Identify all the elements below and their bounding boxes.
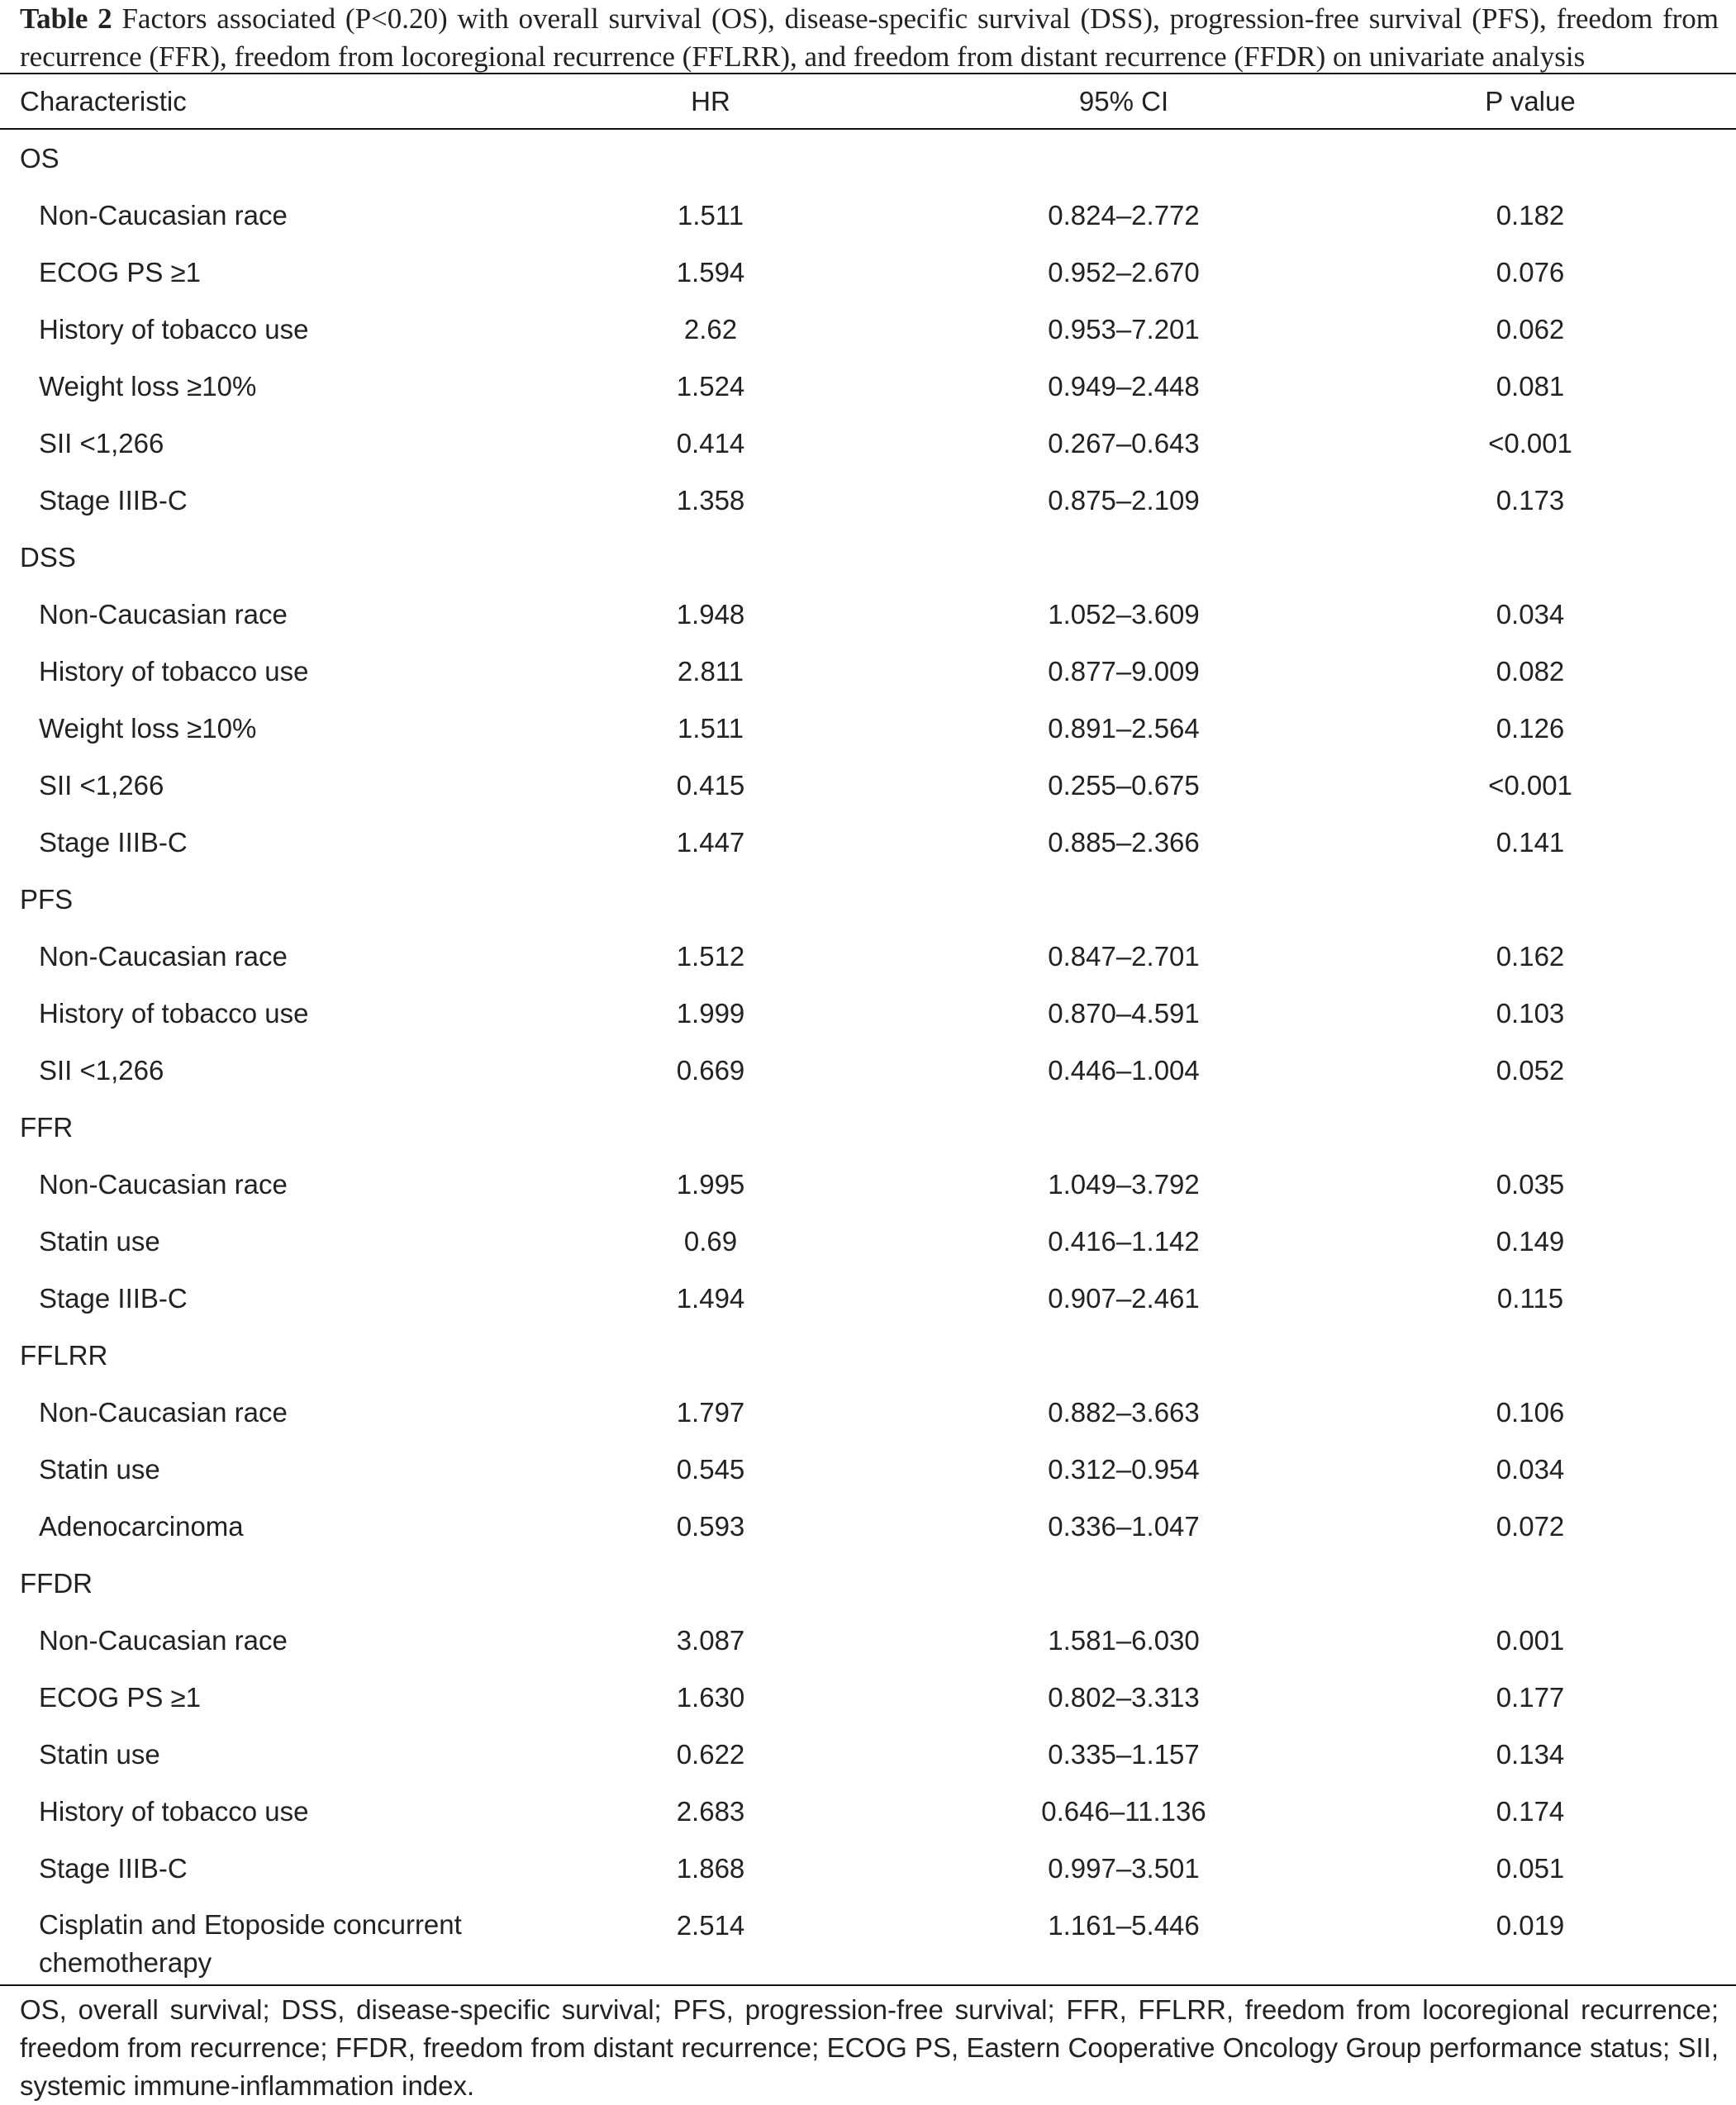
cell-hr: 0.622 xyxy=(676,1739,745,1770)
cell-hr: 1.494 xyxy=(676,1283,745,1314)
cell-p-value: 0.182 xyxy=(1496,200,1565,230)
cell-hr: 1.630 xyxy=(676,1682,745,1713)
cell-ci: 0.847–2.701 xyxy=(1048,941,1200,972)
cell-ci: 0.312–0.954 xyxy=(1048,1454,1200,1485)
cell-p-value: 0.106 xyxy=(1496,1397,1565,1428)
cell-ci: 0.870–4.591 xyxy=(1048,998,1200,1029)
group-label: FFDR xyxy=(20,1568,93,1599)
cell-ci: 0.335–1.157 xyxy=(1048,1739,1200,1770)
group-label: FFR xyxy=(20,1112,74,1143)
cell-p-value: 0.082 xyxy=(1496,656,1565,687)
table-caption xyxy=(20,0,1719,76)
cell-p-value: 0.126 xyxy=(1496,713,1565,744)
cell-p-value: 0.115 xyxy=(1496,1283,1564,1314)
table-header-row xyxy=(0,73,1736,130)
cell-hr: 1.511 xyxy=(677,713,744,744)
cell-hr: 3.087 xyxy=(676,1625,745,1656)
cell-p-value: <0.001 xyxy=(1488,770,1572,801)
table-row xyxy=(0,1042,1736,1099)
cell-characteristic: History of tobacco use xyxy=(39,1796,309,1827)
table-label: Table 2 xyxy=(20,2,112,35)
cell-p-value: 0.141 xyxy=(1496,827,1565,858)
cell-ci: 0.877–9.009 xyxy=(1048,656,1200,687)
cell-p-value: 0.134 xyxy=(1496,1739,1565,1770)
table-row xyxy=(0,985,1736,1042)
cell-ci: 0.336–1.047 xyxy=(1048,1511,1200,1542)
cell-ci: 1.049–3.792 xyxy=(1048,1169,1200,1200)
cell-hr: 0.669 xyxy=(676,1055,745,1086)
cell-p-value: 0.072 xyxy=(1496,1511,1565,1542)
cell-characteristic: Non-Caucasian race xyxy=(39,941,288,972)
table-row xyxy=(0,472,1736,529)
cell-p-value: 0.035 xyxy=(1496,1169,1565,1200)
cell-p-value: 0.076 xyxy=(1496,257,1565,287)
cell-characteristic: Stage IIIB-C xyxy=(39,1853,188,1884)
table-row xyxy=(0,586,1736,643)
cell-characteristic: Stage IIIB-C xyxy=(39,1283,188,1314)
cell-hr: 1.358 xyxy=(676,485,745,516)
cell-p-value: 0.034 xyxy=(1496,1454,1565,1485)
cell-hr: 1.511 xyxy=(677,200,744,230)
cell-characteristic: History of tobacco use xyxy=(39,656,309,687)
table-row xyxy=(0,1384,1736,1441)
cell-ci: 0.875–2.109 xyxy=(1048,485,1200,516)
cell-ci: 0.949–2.448 xyxy=(1048,371,1200,402)
cell-ci: 0.646–11.136 xyxy=(1041,1796,1206,1827)
cell-characteristic: Non-Caucasian race xyxy=(39,599,288,630)
cell-hr: 1.995 xyxy=(676,1169,745,1200)
group-row-ffr xyxy=(0,1099,1736,1156)
cell-ci: 0.952–2.670 xyxy=(1048,257,1200,287)
table-row xyxy=(0,814,1736,871)
cell-ci: 0.446–1.004 xyxy=(1048,1055,1200,1086)
cell-p-value: 0.001 xyxy=(1496,1625,1565,1656)
cell-characteristic: Non-Caucasian race xyxy=(39,200,288,230)
cell-p-value: 0.019 xyxy=(1496,1910,1565,1941)
cell-p-value: 0.103 xyxy=(1496,998,1565,1029)
table-row xyxy=(0,1270,1736,1327)
group-row-ffdr xyxy=(0,1555,1736,1612)
table-row xyxy=(0,358,1736,415)
cell-characteristic: SII <1,266 xyxy=(39,770,164,801)
cell-hr: 2.62 xyxy=(683,314,738,344)
cell-p-value: 0.034 xyxy=(1496,599,1565,630)
header-p-value: P value xyxy=(1485,86,1576,116)
cell-ci: 0.267–0.643 xyxy=(1048,428,1200,459)
group-row-pfs xyxy=(0,871,1736,928)
cell-hr: 0.545 xyxy=(676,1454,745,1485)
cell-ci: 0.882–3.663 xyxy=(1048,1397,1200,1428)
cell-ci: 0.953–7.201 xyxy=(1048,314,1200,344)
group-label: OS xyxy=(20,143,59,173)
cell-hr: 1.868 xyxy=(676,1853,745,1884)
table-row xyxy=(0,1897,1736,1978)
group-row-os xyxy=(0,130,1736,187)
cell-p-value: 0.149 xyxy=(1496,1226,1565,1257)
cell-characteristic: Adenocarcinoma xyxy=(39,1511,244,1542)
group-row-dss xyxy=(0,529,1736,586)
table-row xyxy=(0,1213,1736,1270)
bottom-rule xyxy=(0,1984,1736,1986)
table-row xyxy=(0,643,1736,700)
cell-ci: 0.997–3.501 xyxy=(1048,1853,1200,1884)
cell-p-value: 0.162 xyxy=(1496,941,1565,972)
table-row xyxy=(0,1612,1736,1669)
cell-ci: 0.802–3.313 xyxy=(1048,1682,1200,1713)
cell-characteristic: History of tobacco use xyxy=(39,314,309,344)
cell-ci: 1.052–3.609 xyxy=(1048,599,1200,630)
header-hr: HR xyxy=(691,86,730,116)
cell-p-value: 0.051 xyxy=(1496,1853,1565,1884)
cell-characteristic: Stage IIIB-C xyxy=(39,485,188,516)
group-row-fflrr xyxy=(0,1327,1736,1384)
cell-characteristic: Stage IIIB-C xyxy=(39,827,188,858)
header-ci: 95% CI xyxy=(1078,86,1169,116)
cell-ci: 0.891–2.564 xyxy=(1048,713,1200,744)
cell-hr: 0.415 xyxy=(676,770,745,801)
table-row xyxy=(0,700,1736,757)
cell-hr: 2.811 xyxy=(677,656,744,687)
cell-characteristic: Cisplatin and Etoposide concurrent chemotherapy xyxy=(39,1909,462,1978)
header-characteristic: Characteristic xyxy=(20,86,187,116)
table-row xyxy=(0,1156,1736,1213)
cell-characteristic: Non-Caucasian race xyxy=(39,1169,288,1200)
cell-ci: 0.255–0.675 xyxy=(1048,770,1200,801)
table-row xyxy=(0,1783,1736,1840)
cell-ci: 0.907–2.461 xyxy=(1048,1283,1200,1314)
cell-ci: 0.885–2.366 xyxy=(1048,827,1200,858)
group-label: DSS xyxy=(20,542,76,573)
cell-hr: 1.999 xyxy=(676,998,745,1029)
cell-hr: 1.447 xyxy=(676,827,745,858)
cell-hr: 0.69 xyxy=(683,1226,738,1257)
cell-characteristic: Weight loss ≥10% xyxy=(39,371,257,402)
cell-p-value: 0.081 xyxy=(1496,371,1565,402)
cell-hr: 1.797 xyxy=(676,1397,745,1428)
cell-characteristic: Non-Caucasian race xyxy=(39,1397,288,1428)
cell-hr: 0.414 xyxy=(676,428,745,459)
cell-characteristic: Statin use xyxy=(39,1226,160,1257)
group-label: PFS xyxy=(20,884,74,915)
table-row xyxy=(0,1726,1736,1783)
table-row xyxy=(0,1498,1736,1555)
group-label: FFLRR xyxy=(20,1340,108,1371)
cell-ci: 1.581–6.030 xyxy=(1048,1625,1200,1656)
cell-characteristic: ECOG PS ≥1 xyxy=(39,257,202,287)
table-row xyxy=(0,1669,1736,1726)
table-row xyxy=(0,928,1736,985)
table-row xyxy=(0,187,1736,244)
cell-p-value: 0.062 xyxy=(1496,314,1565,344)
cell-ci: 0.416–1.142 xyxy=(1048,1226,1200,1257)
table-row xyxy=(0,415,1736,472)
cell-hr: 2.683 xyxy=(676,1796,745,1827)
cell-hr: 1.594 xyxy=(676,257,745,287)
cell-hr: 1.524 xyxy=(676,371,745,402)
cell-p-value: 0.052 xyxy=(1496,1055,1565,1086)
cell-characteristic: History of tobacco use xyxy=(39,998,309,1029)
cell-hr: 1.948 xyxy=(676,599,745,630)
table-footnote: OS, overall survival; DSS, disease-specific survival; PFS, progression-free survival; FFR, FFLRR, freedom from locoregional recurrence; freedom from recurrence; FFDR, freedom from distant recurrence; ECOG PS, Eastern Cooperative Oncology Group performance status; SII, systemic immune-inflammation index. xyxy=(20,1994,1719,2101)
cell-characteristic: Statin use xyxy=(39,1454,160,1485)
cell-characteristic: ECOG PS ≥1 xyxy=(39,1682,202,1713)
cell-characteristic: Weight loss ≥10% xyxy=(39,713,257,744)
table-row xyxy=(0,1840,1736,1897)
cell-hr: 0.593 xyxy=(676,1511,745,1542)
cell-characteristic: SII <1,266 xyxy=(39,428,164,459)
table-row xyxy=(0,757,1736,814)
cell-p-value: 0.174 xyxy=(1496,1796,1565,1827)
cell-p-value: <0.001 xyxy=(1488,428,1572,459)
cell-characteristic: Non-Caucasian race xyxy=(39,1625,288,1656)
cell-hr: 2.514 xyxy=(676,1910,745,1941)
table-row xyxy=(0,301,1736,358)
cell-characteristic: Statin use xyxy=(39,1739,160,1770)
cell-hr: 1.512 xyxy=(676,941,745,972)
table-caption-text: Factors associated (P<0.20) with overall survival (OS), disease-specific survival (DSS), progression-free survival (PFS), freedom from recurrence (FFR), freedom from locoregional recurrence (FFLRR), and freedom from distant recurrence (FFDR) on univariate analysis xyxy=(20,2,1719,73)
cell-ci: 1.161–5.446 xyxy=(1048,1910,1200,1941)
table-row xyxy=(0,244,1736,301)
cell-characteristic: SII <1,266 xyxy=(39,1055,164,1086)
cell-p-value: 0.173 xyxy=(1496,485,1565,516)
cell-p-value: 0.177 xyxy=(1496,1682,1565,1713)
cell-ci: 0.824–2.772 xyxy=(1048,200,1200,230)
table-row xyxy=(0,1441,1736,1498)
